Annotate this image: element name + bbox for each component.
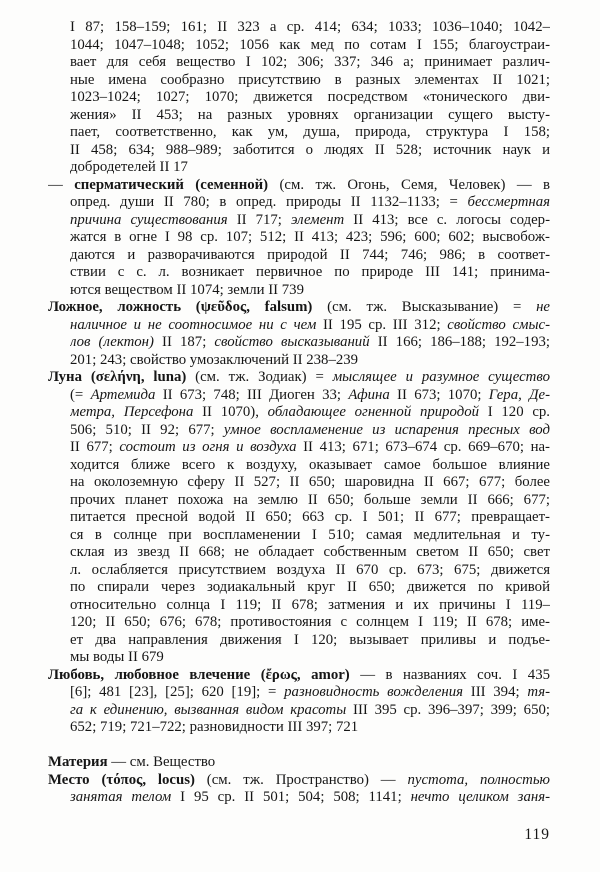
text-run: Афина bbox=[348, 386, 390, 403]
text-line bbox=[70, 124, 550, 142]
text-line bbox=[70, 492, 550, 510]
text-run: 120; II 650; 676; 678; противостояния с солнцем I 119; II 678; име- bbox=[70, 614, 550, 630]
text-run: ходится ближе всего к воздуху, оказывает самое большое влияние bbox=[70, 456, 550, 473]
text-run: не bbox=[536, 299, 550, 315]
text-line bbox=[70, 404, 550, 422]
text-run: л. ослабляется присутствием воздуха II 670 ср. 673; 675; движется bbox=[70, 561, 550, 578]
index-entry-continuation bbox=[48, 19, 550, 177]
text-line bbox=[70, 387, 550, 405]
text-line bbox=[48, 667, 550, 685]
text-line bbox=[70, 37, 550, 55]
text-run: пустота, полностью bbox=[407, 771, 550, 788]
text-line bbox=[70, 632, 550, 650]
text-line bbox=[70, 719, 550, 737]
text-run: свойство смыс- bbox=[447, 316, 550, 333]
text-line bbox=[48, 299, 550, 317]
text-run: II 677; bbox=[70, 439, 120, 455]
text-line bbox=[48, 754, 550, 772]
text-run: элемент bbox=[291, 211, 345, 228]
text-line bbox=[70, 527, 550, 545]
text-line bbox=[70, 439, 550, 457]
text-run: (см. тж. Огонь, Семя, Человек) — в bbox=[268, 176, 550, 193]
text-run: (= bbox=[70, 386, 91, 403]
text-run: даются и разворачиваются природой II 744; 746; 986; в соответ- bbox=[70, 246, 550, 263]
text-run: Материя bbox=[48, 754, 108, 770]
text-run: Артемида bbox=[90, 386, 156, 403]
text-line bbox=[70, 19, 550, 37]
text-run: 506; 510; II 92; 677; bbox=[70, 421, 224, 438]
text-line bbox=[48, 177, 550, 195]
text-run: III 395 ср. 396–397; 399; 650; bbox=[346, 701, 550, 718]
text-line bbox=[70, 229, 550, 247]
text-run: 1044; 1047–1048; 1052; 1056 как мед по сотам I 155; благоустраи- bbox=[70, 36, 550, 53]
text-run: I 95 ср. II 501; 504; 508; 1141; bbox=[171, 789, 411, 805]
text-run: III 394; bbox=[463, 684, 528, 700]
text-run: II 413; все с. логосы содер- bbox=[344, 211, 550, 228]
text-run: га к единению, вызванная видом красоты bbox=[70, 701, 347, 718]
text-run: II 673; 748; III Диоген 33; bbox=[155, 386, 349, 403]
text-run: Ложное, ложность (ψεῦδος, falsum) bbox=[48, 299, 313, 315]
text-run: тя- bbox=[527, 684, 550, 700]
text-block bbox=[48, 19, 550, 807]
text-run: метра, Персефона bbox=[70, 404, 194, 420]
text-run: (см. тж. Пространство) — bbox=[194, 771, 408, 788]
text-line bbox=[70, 352, 550, 370]
text-run: умное воспламенение из испарения пресных вод bbox=[223, 421, 550, 438]
text-run: Гера, Де- bbox=[488, 386, 550, 403]
text-run: I 120 ср. bbox=[479, 404, 550, 420]
text-run: опред. души II 780; в опред. природы II 1132–1133; = bbox=[70, 194, 468, 210]
text-run: разновидность вожделения bbox=[284, 684, 464, 700]
index-entry-materiya bbox=[48, 754, 550, 772]
text-line bbox=[70, 247, 550, 265]
text-run: прочих планет похожа на землю II 650; больше земли II 666; 677; bbox=[70, 491, 550, 508]
text-run: (см. тж. Высказывание) = bbox=[312, 299, 537, 315]
text-run: обладающее огненной природой bbox=[267, 404, 480, 420]
text-run: [6]; 481 [23], [25]; 620 [19]; = bbox=[70, 684, 285, 700]
text-run: жения» II 453; на разных уровнях организации сущего высту- bbox=[70, 106, 550, 123]
text-line bbox=[70, 159, 550, 177]
text-line bbox=[70, 282, 550, 300]
text-line bbox=[70, 54, 550, 72]
text-line bbox=[70, 194, 550, 212]
index-entry-lyubov bbox=[48, 667, 550, 737]
text-run: — в названиях соч. I 435 bbox=[349, 666, 550, 683]
text-line bbox=[48, 772, 550, 790]
index-entry-mesto bbox=[48, 772, 550, 807]
text-line bbox=[70, 317, 550, 335]
text-line bbox=[70, 422, 550, 440]
text-line bbox=[70, 509, 550, 527]
text-run: нечто целиком заня- bbox=[410, 789, 550, 805]
text-line bbox=[70, 89, 550, 107]
text-line bbox=[70, 789, 550, 807]
text-run: жатся в огне I 98 ср. 107; 512; II 413; 423; 596; 600; 602; высвобож- bbox=[70, 229, 550, 245]
text-run: II 1070), bbox=[193, 404, 268, 420]
text-run: II 166; 186–188; 192–193; bbox=[369, 334, 550, 350]
text-run: 201; 243; свойство умозаключений II 238–239 bbox=[70, 351, 359, 368]
text-line bbox=[70, 457, 550, 475]
text-run: по спирали через зодиакальный круг II 650; движется по кривой bbox=[70, 579, 550, 595]
text-run: ет два направления движения I 120; вызывает приливы и подъе- bbox=[70, 631, 550, 648]
text-run: II 673; 1070; bbox=[389, 386, 489, 403]
text-line bbox=[70, 562, 550, 580]
text-run: ются веществом II 1074; земли II 739 bbox=[70, 281, 304, 298]
text-run: Любовь, любовное влечение (ἔρως, amor) bbox=[48, 666, 350, 683]
text-run: относительно солнца I 119; II 678; затмения и их причины I 119– bbox=[70, 596, 550, 613]
text-line bbox=[70, 684, 550, 702]
page-number: 119 bbox=[524, 826, 550, 843]
text-run: наличное и не соотносимое ни с чем bbox=[70, 316, 317, 333]
text-run: свойство высказываний bbox=[214, 334, 370, 350]
text-run: — см. Вещество bbox=[107, 754, 216, 770]
text-run: ся в солнце при воспламенении I 510; самая медлительная и ту- bbox=[70, 526, 550, 543]
text-run: на околоземную сферу II 527; II 650; шаровидна II 667; 677; более bbox=[70, 474, 550, 490]
text-run: мыслящее и разумное существо bbox=[332, 369, 550, 385]
text-run: вает для себя вещество I 102; 306; 337; 346 а; принимает различ- bbox=[70, 54, 550, 70]
text-run: пает, соответственно, как ум, душа, природа, структура I 158; bbox=[70, 124, 550, 140]
text-run: ствии с с. л. возникает первичное по природе III 141; принима- bbox=[70, 264, 550, 280]
text-run: II 195 ср. III 312; bbox=[316, 316, 448, 333]
text-run: I 87; 158–159; 161; II 323 а ср. 414; 634; 1033; 1036–1040; 1042– bbox=[70, 19, 550, 35]
text-run: Луна (σελήνη, luna) bbox=[48, 369, 187, 385]
index-entry-spermaticheskiy bbox=[48, 177, 550, 300]
text-run: мы воды II 679 bbox=[70, 649, 164, 665]
index-entry-luna bbox=[48, 369, 550, 667]
text-run: причина существования bbox=[70, 211, 228, 228]
text-run: II 413; 671; 673–674 ср. 669–670; на- bbox=[296, 439, 550, 455]
text-run: 1023–1024; 1027; 1070; движется посредством «тонического дви- bbox=[70, 89, 550, 105]
text-run: — bbox=[48, 176, 75, 193]
text-run: II 458; 634; 988–989; заботится о людях II 528; источник наук и bbox=[70, 141, 550, 158]
text-run: сперматический (семенной) bbox=[74, 176, 269, 193]
text-run: II 717; bbox=[227, 211, 291, 228]
text-line bbox=[70, 142, 550, 160]
text-run: 652; 719; 721–722; разновидности III 397; 721 bbox=[70, 719, 359, 735]
text-line bbox=[70, 614, 550, 632]
text-line bbox=[70, 107, 550, 125]
text-run: склая из звезд II 668; не обладает собственным светом II 650; свет bbox=[70, 544, 550, 560]
text-run: лов (лектон) bbox=[70, 334, 154, 350]
text-line bbox=[70, 544, 550, 562]
text-run: ные имена сообразно присутствию в разных элементах II 1021; bbox=[70, 71, 550, 88]
text-run: питается пресной водой II 650; 663 ср. I 501; II 677; превращает- bbox=[70, 509, 550, 525]
text-run: Место (τόπος, locus) bbox=[48, 771, 195, 788]
text-line bbox=[70, 597, 550, 615]
text-line bbox=[70, 649, 550, 667]
text-run: состоит из огня и воздуха bbox=[119, 439, 297, 455]
text-run: занятая телом bbox=[70, 789, 172, 805]
text-line bbox=[70, 72, 550, 90]
text-run: (см. тж. Зодиак) = bbox=[186, 369, 333, 385]
text-line bbox=[70, 334, 550, 352]
text-run: добродетелей II 17 bbox=[70, 159, 188, 175]
text-line bbox=[70, 264, 550, 282]
text-line bbox=[70, 474, 550, 492]
text-line bbox=[70, 579, 550, 597]
text-line bbox=[48, 369, 550, 387]
text-line bbox=[70, 212, 550, 230]
text-line bbox=[70, 702, 550, 720]
text-run: II 187; bbox=[153, 334, 215, 350]
text-run: бессмертная bbox=[467, 194, 550, 210]
index-entry-lozhnoe bbox=[48, 299, 550, 369]
